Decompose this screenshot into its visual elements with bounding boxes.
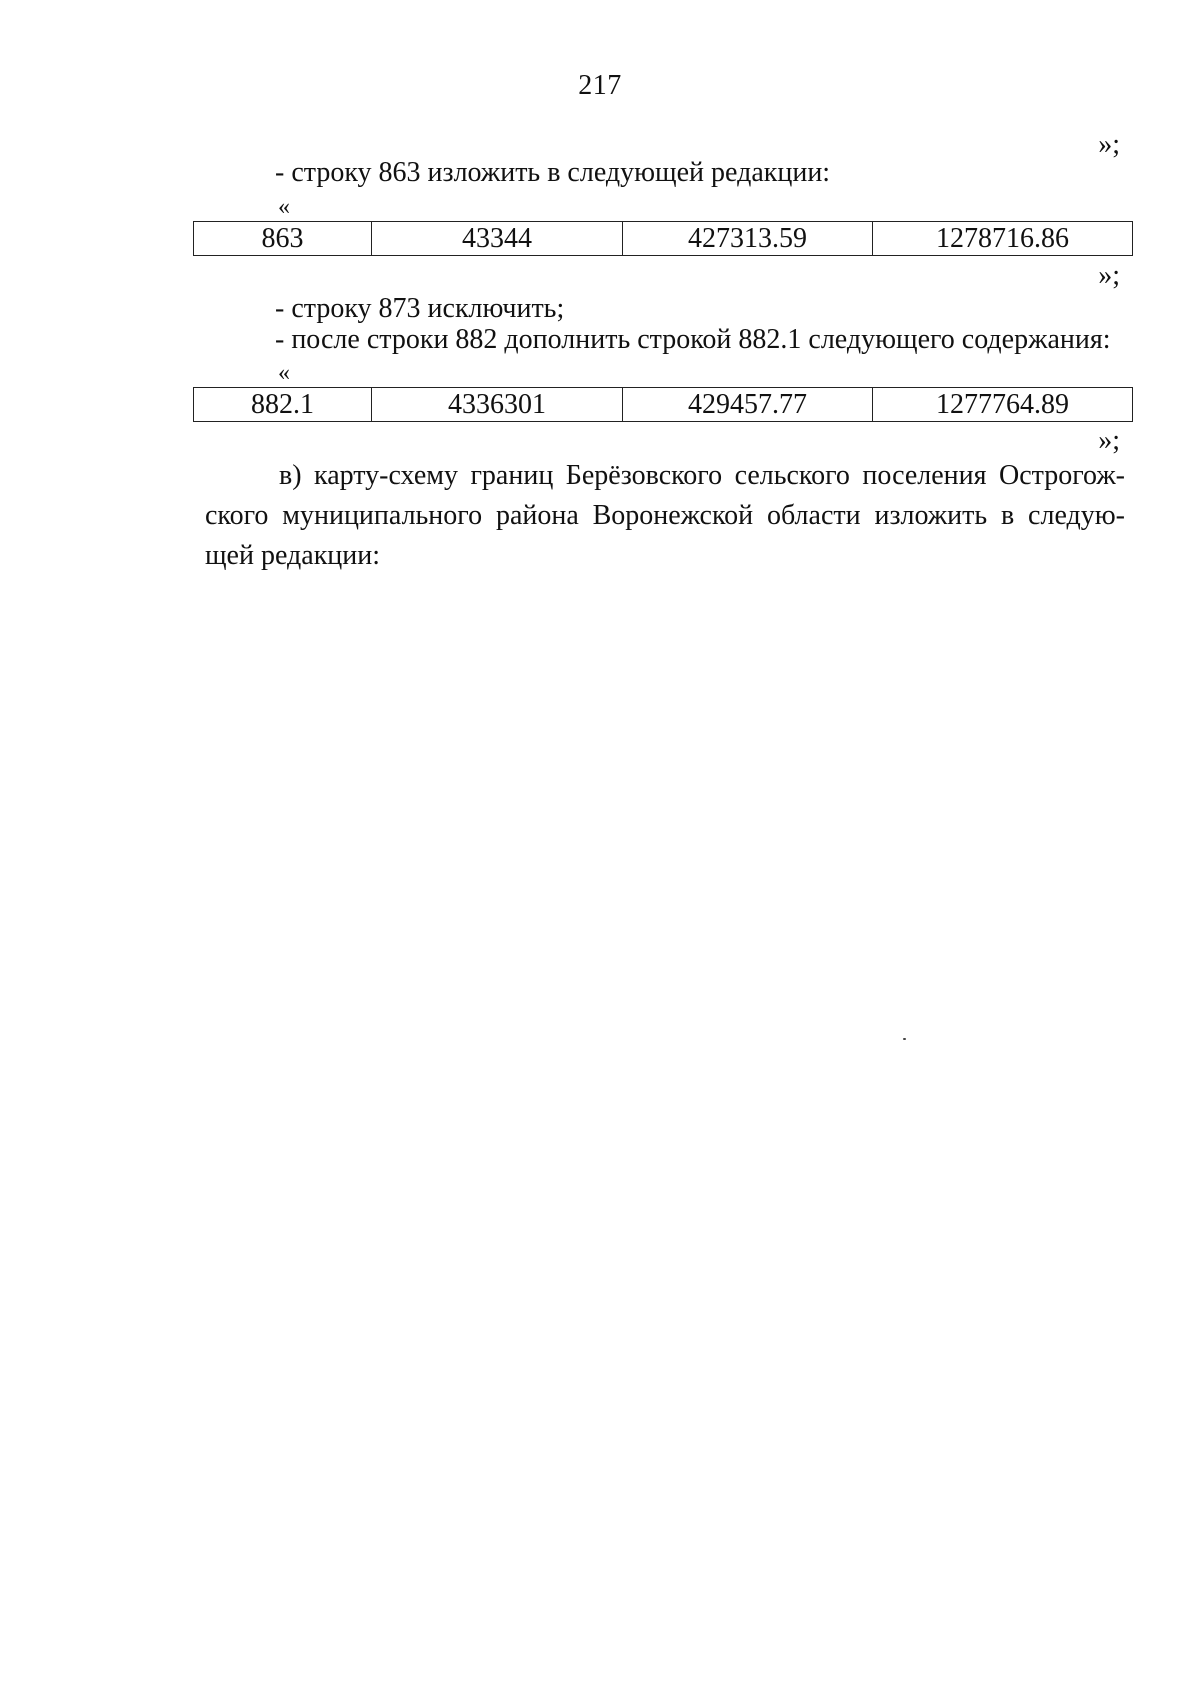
closing-quote-2: »; — [1098, 260, 1120, 291]
replacement-table-863 — [193, 221, 1133, 256]
table-row — [194, 222, 1133, 256]
table-cell: 1278716.86 — [873, 222, 1133, 256]
scan-speck — [903, 1038, 906, 1040]
closing-quote-1: »; — [1098, 129, 1120, 160]
paragraph-line: в) карту-схему границ Берёзовского сельского поселения Острогож- — [279, 460, 1125, 491]
table-cell: 427313.59 — [623, 222, 873, 256]
table-cell: 882.1 — [194, 388, 372, 422]
page-number: 217 — [578, 70, 622, 101]
insertion-table-882-1 — [193, 387, 1133, 422]
table-cell: 1277764.89 — [873, 388, 1133, 422]
closing-quote-3: »; — [1098, 425, 1120, 456]
instruction-row-882: - после строки 882 дополнить строкой 882.1 следующего содержания: — [275, 324, 1111, 355]
table-cell: 43344 — [372, 222, 623, 256]
opening-quote-1: « — [278, 194, 290, 220]
instruction-row-873: - строку 873 исключить; — [275, 293, 565, 324]
table-row — [194, 388, 1133, 422]
instruction-row-863: - строку 863 изложить в следующей редакции: — [275, 157, 831, 188]
opening-quote-2: « — [278, 360, 290, 386]
paragraph-line: щей редакции: — [205, 540, 381, 571]
table-cell: 863 — [194, 222, 372, 256]
paragraph-line: ского муниципального района Воронежской области изложить в следую- — [205, 500, 1125, 531]
table-cell: 429457.77 — [623, 388, 873, 422]
table-cell: 4336301 — [372, 388, 623, 422]
map-scheme-paragraph — [205, 456, 1125, 576]
